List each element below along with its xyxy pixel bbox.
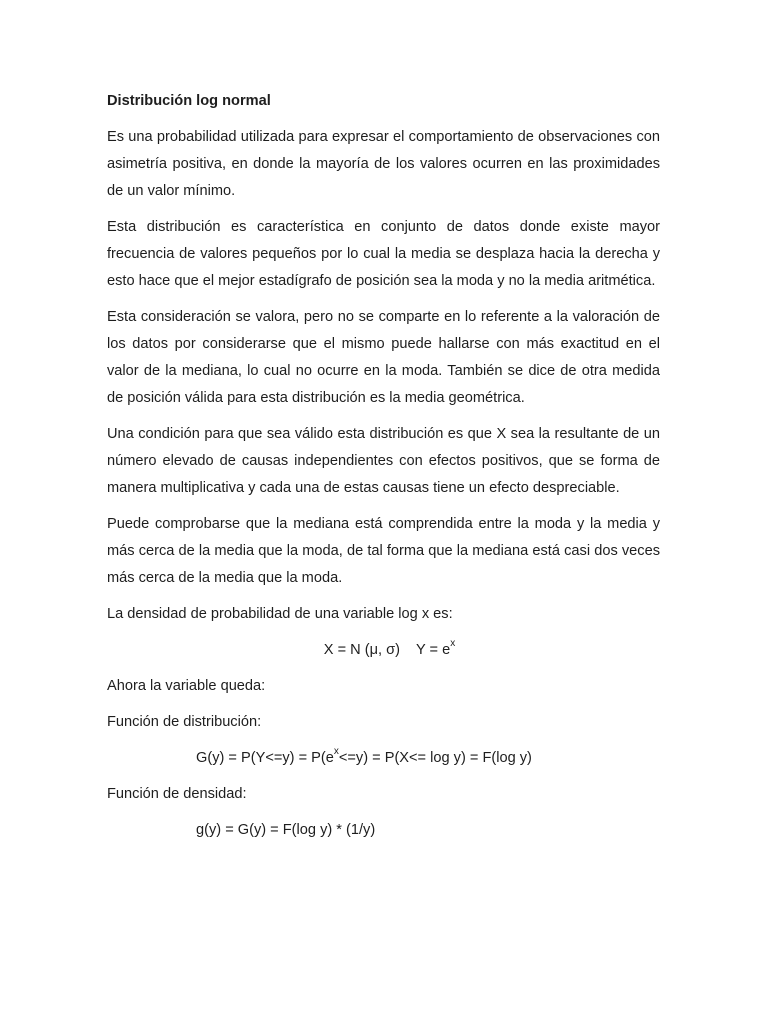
formula-normal-part: X = N (μ, σ) <box>323 642 400 658</box>
formula-distribution-part2: <=y) = P(X<= log y) = F(log y) <box>338 750 532 766</box>
paragraph-median: Puede comprobarse que la mediana está comprendida entre la moda y la media y más cerca de la media que la moda, de tal forma que la mediana está casi dos veces más cerca de la media que la moda. <box>107 516 660 586</box>
variable-text: Ahora la variable queda: <box>107 678 266 694</box>
document-body <box>107 88 660 853</box>
distribution-function-label: Función de distribución: <box>107 714 262 730</box>
formula-density-function: g(y) = G(y) = F(log y) * (1/y) <box>196 822 376 838</box>
formula-exponential-superscript: x <box>450 638 456 650</box>
paragraph-definition: Es una probabilidad utilizada para expresar el comportamiento de observaciones con asimetría positiva, en donde la mayoría de los valores ocurren en las proximidades de un valor mínimo. <box>107 129 660 199</box>
document-title: Distribución log normal <box>107 93 271 109</box>
density-intro-text: La densidad de probabilidad de una variable log x es: <box>107 606 453 622</box>
formula-distribution-superscript: x <box>333 746 339 758</box>
formula-distribution-part1: G(y) = P(Y<=y) = P(e <box>196 750 334 766</box>
density-function-label: Función de densidad: <box>107 786 247 802</box>
formula-normal-exponential <box>107 637 660 664</box>
formula-distribution-function <box>107 745 660 772</box>
paragraph-condition: Una condición para que sea válido esta distribución es que X sea la resultante de un número elevado de causas independientes con efectos positivos, que se forma de manera multiplicativa y cada una de estas causas tiene un efecto despreciable. <box>107 426 660 496</box>
paragraph-characteristic: Esta distribución es característica en conjunto de datos donde existe mayor frecuencia de valores pequeños por lo cual la media se desplaza hacia la derecha y esto hace que el mejor estadígrafo de posición sea la moda y no la media aritmética. <box>107 219 660 289</box>
paragraph-consideration: Esta consideración se valora, pero no se comparte en lo referente a la valoración de los datos por considerarse que el mismo puede hallarse con más exactitud en el valor de la mediana, lo cual no ocurre en la moda. También se dice de otra medida de posición válida para esta distribución es la media geométrica. <box>107 309 660 406</box>
formula-exponential-base: Y = e <box>416 642 451 658</box>
